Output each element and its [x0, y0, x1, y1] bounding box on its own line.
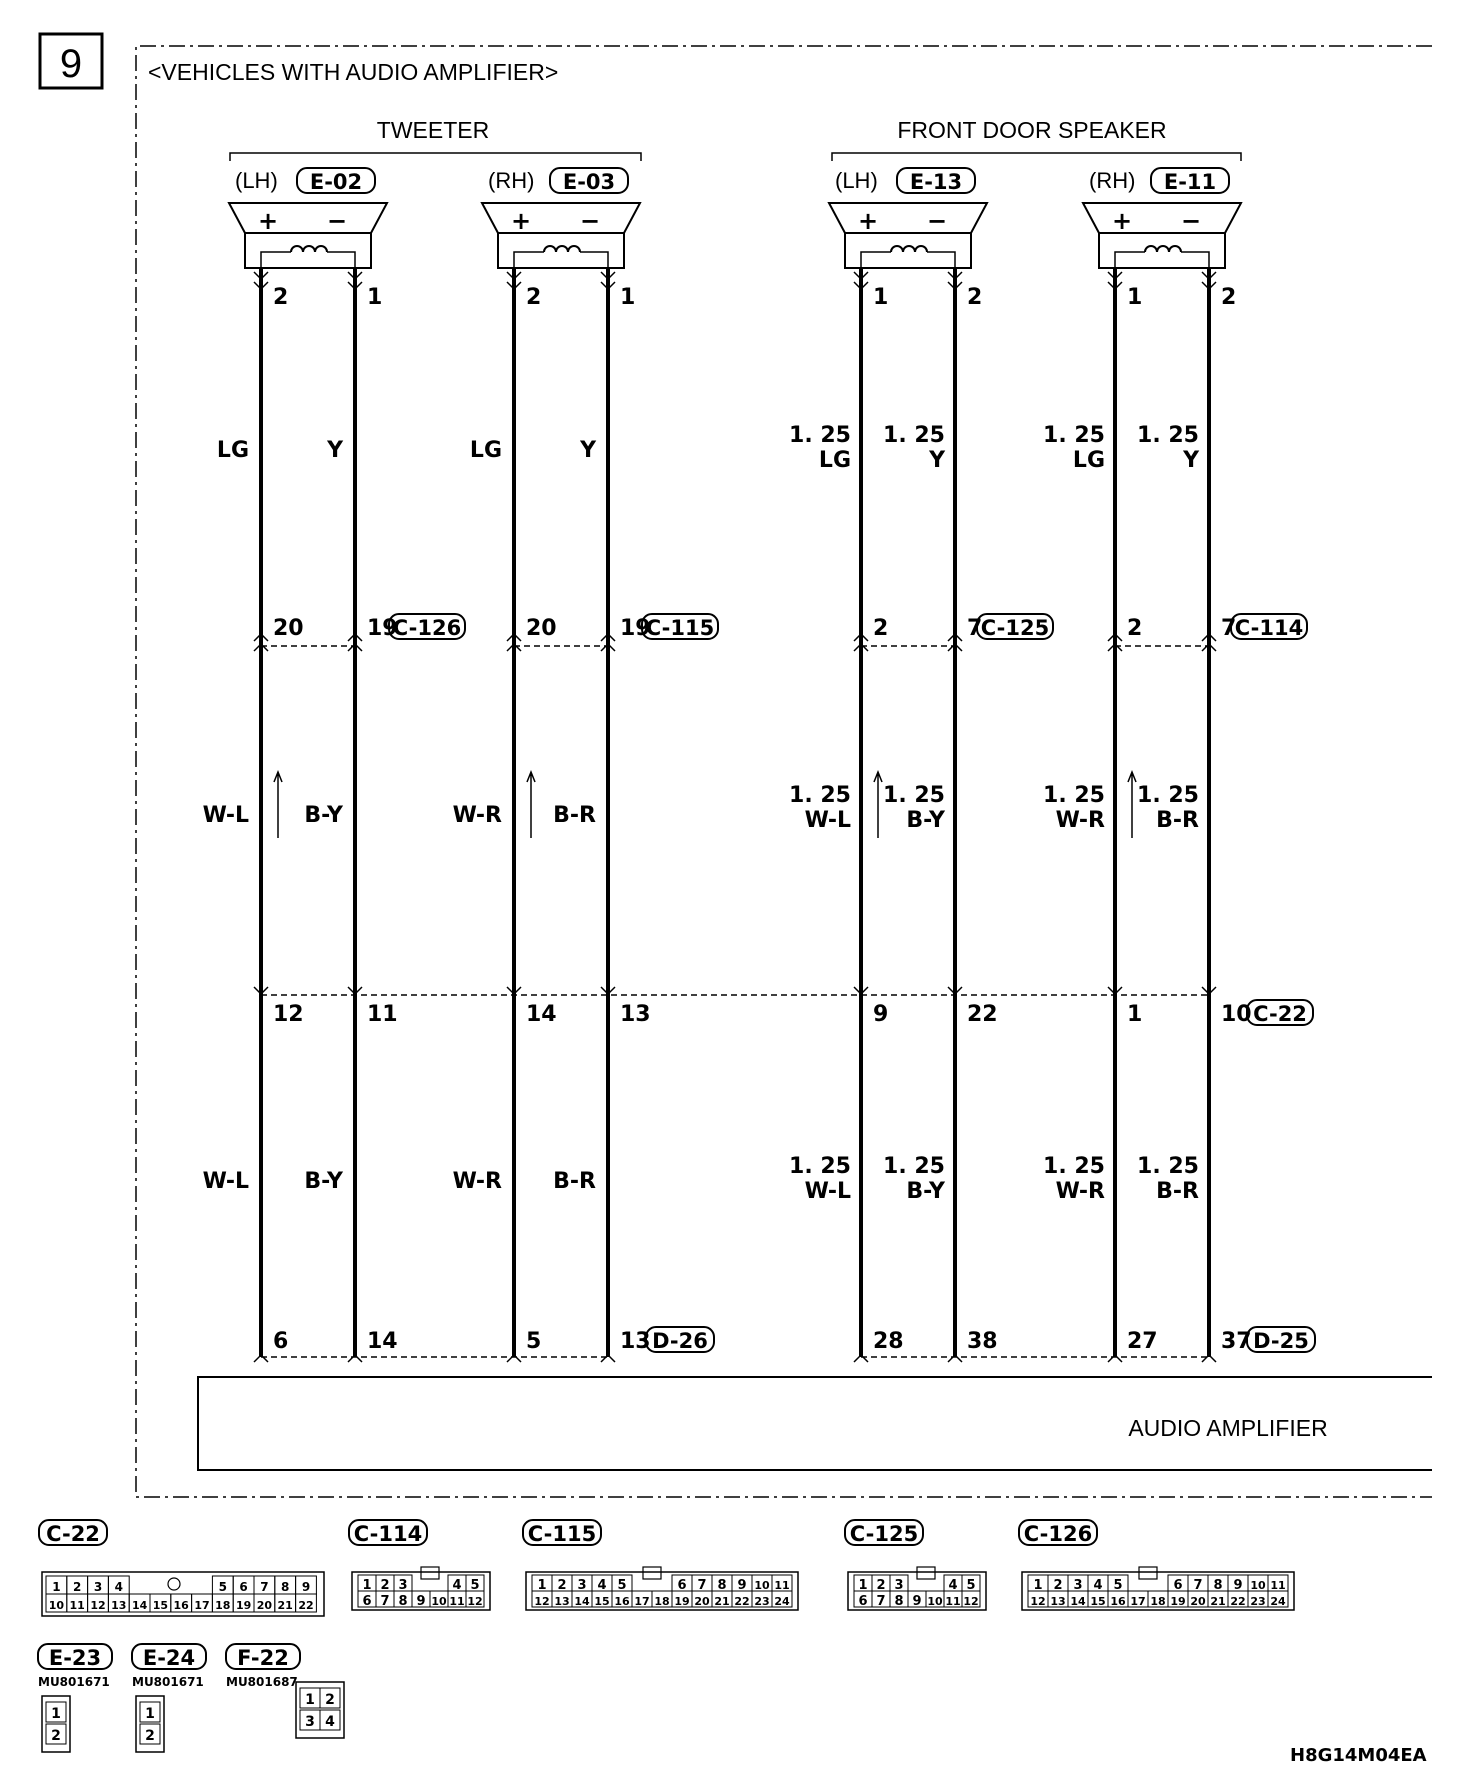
connector-pin-label: 2 — [557, 1578, 567, 1593]
wire-color: LG — [469, 438, 502, 463]
speaker-icon — [1083, 203, 1241, 233]
junction-connector-id: C-115 — [645, 616, 715, 640]
connector-pin-label: 7 — [697, 1578, 707, 1593]
speaker-plus-sign: + — [511, 207, 532, 235]
connector-pin-label: 10 — [927, 1595, 943, 1608]
connector-pin-label: 7 — [260, 1580, 269, 1594]
connector-diagram — [523, 1520, 798, 1610]
pin-number: 13 — [620, 1002, 651, 1027]
connector-pin-label: 2 — [1053, 1578, 1063, 1593]
speaker-coil-icon — [291, 246, 327, 252]
wire-color: B-R — [553, 803, 596, 828]
pin-number: 38 — [967, 1329, 998, 1354]
speaker-connector-id: E-11 — [1163, 170, 1217, 194]
wire-size: 1. 25 — [789, 1154, 851, 1179]
terminal-mark — [348, 1355, 362, 1362]
connector-pin-label: 2 — [325, 1692, 335, 1708]
connector-pin-label: 5 — [470, 1578, 480, 1593]
wire-size: 1. 25 — [789, 783, 851, 808]
connector-pin-label: 13 — [554, 1595, 570, 1608]
connector-pin-label: 7 — [876, 1594, 886, 1609]
connector-pin-label: 19 — [674, 1595, 690, 1608]
signal-arrow-icon — [527, 772, 535, 838]
connector-diagram — [845, 1520, 986, 1610]
connector-diagram-id: C-22 — [46, 1522, 100, 1546]
connector-pin-label: 8 — [1213, 1578, 1223, 1593]
terminal-mark — [507, 1355, 521, 1362]
wire-color: W-L — [804, 808, 851, 833]
wire-color: Y — [1183, 448, 1199, 473]
connector-pin-label: 15 — [152, 1599, 169, 1612]
connector-pin-label: 16 — [173, 1599, 189, 1612]
terminal-mark — [1202, 1355, 1216, 1362]
wire-color: Y — [327, 438, 343, 463]
audio-amplifier-label: AUDIO AMPLIFIER — [1128, 1415, 1328, 1441]
connector-part-number: MU801687 — [226, 1675, 298, 1689]
connector-key-icon — [643, 1567, 661, 1579]
speaker-side-label: (LH) — [835, 168, 878, 193]
connector-pin-label: 4 — [1093, 1578, 1103, 1593]
pin-number: 19 — [367, 616, 398, 641]
pin-number: 22 — [967, 1002, 998, 1027]
pin-number: 1 — [367, 285, 383, 310]
pin-number: 1 — [1127, 285, 1143, 310]
connector-pin-label: 9 — [737, 1578, 747, 1593]
pin-number: 2 — [1221, 285, 1237, 310]
connector-pin-label: 20 — [256, 1599, 273, 1612]
connector-pin-label: 3 — [398, 1578, 408, 1593]
connector-pin-label: 4 — [452, 1578, 462, 1593]
terminal-mark — [1108, 1355, 1122, 1362]
connector-key-icon — [421, 1567, 439, 1579]
connector-diagram-id: F-22 — [237, 1646, 289, 1670]
wire-size: 1. 25 — [1137, 423, 1199, 448]
junction-connector-id: C-126 — [392, 616, 462, 640]
connector-pin-label: 7 — [380, 1594, 390, 1609]
wire-size: 1. 25 — [1137, 1154, 1199, 1179]
connector-pin-label: 17 — [1130, 1595, 1146, 1608]
connector-pin-label: 9 — [1233, 1578, 1243, 1593]
connector-pin-label: 12 — [1030, 1595, 1046, 1608]
connector-pin-label: 4 — [325, 1714, 335, 1730]
speaker-minus-sign: − — [927, 207, 948, 235]
group-label-front-door-speaker: FRONT DOOR SPEAKER — [897, 117, 1167, 143]
connector-pin-label: 16 — [614, 1595, 630, 1608]
connector-diagram-id: C-114 — [353, 1522, 423, 1546]
pin-number: 14 — [526, 1002, 557, 1027]
connector-part-number: MU801671 — [38, 1675, 110, 1689]
pin-number: 1 — [873, 285, 889, 310]
pin-number: 13 — [620, 1329, 651, 1354]
connector-pin-label: 8 — [717, 1578, 727, 1593]
speaker-side-label: (RH) — [488, 168, 535, 193]
terminal-mark — [854, 1355, 868, 1362]
wire-size: 1. 25 — [789, 423, 851, 448]
variant-label: <VEHICLES WITH AUDIO AMPLIFIER> — [148, 59, 559, 85]
connector-pin-label: 21 — [277, 1599, 293, 1612]
pin-number: 5 — [526, 1329, 542, 1354]
connector-pin-label: 24 — [774, 1595, 790, 1608]
speaker-connector-id: E-02 — [309, 170, 363, 194]
connector-pin-label: 1 — [362, 1578, 372, 1593]
connector-pin-label: 2 — [145, 1728, 155, 1744]
wire-color: LG — [216, 438, 249, 463]
signal-arrow-icon — [1128, 772, 1136, 838]
connector-pin-label: 1 — [537, 1578, 547, 1593]
speaker-icon — [829, 203, 987, 233]
connector-pin-label: 11 — [945, 1595, 961, 1608]
speaker-coil-icon — [1145, 246, 1181, 252]
wire-size: 1. 25 — [883, 783, 945, 808]
connector-pin-label: 2 — [380, 1578, 390, 1593]
amplifier-connector-id: D-25 — [1253, 1329, 1309, 1353]
connector-diagram-id: C-115 — [527, 1522, 597, 1546]
speaker-icon — [482, 203, 640, 233]
speaker-coil-leads — [1115, 252, 1209, 268]
connector-pin-label: 4 — [948, 1578, 958, 1593]
connector-pin-label: 11 — [1270, 1579, 1286, 1592]
connector-pin-label: 6 — [677, 1578, 687, 1593]
connector-pin-label: 13 — [1050, 1595, 1066, 1608]
connector-pin-label: 17 — [634, 1595, 650, 1608]
speaker-side-label: (RH) — [1089, 168, 1136, 193]
pin-number: 20 — [273, 616, 304, 641]
connector-pin-label: 3 — [93, 1580, 103, 1594]
wire-color: Y — [929, 448, 945, 473]
junction-connector-id: C-22 — [1253, 1002, 1307, 1026]
connector-pin-label: 20 — [1190, 1595, 1206, 1608]
wire-color: W-R — [1055, 1179, 1105, 1204]
connector-pin-label: 9 — [301, 1580, 311, 1594]
wire-size: 1. 25 — [883, 1154, 945, 1179]
terminal-mark — [948, 1355, 962, 1362]
connector-pin-label: 5 — [1113, 1578, 1123, 1593]
connector-pin-label: 8 — [281, 1580, 290, 1594]
wire-size: 1. 25 — [1043, 783, 1105, 808]
terminal-mark — [254, 1355, 268, 1362]
sheet-number: 9 — [59, 42, 83, 86]
connector-pin-label: 1 — [52, 1580, 61, 1594]
wire-color: W-R — [1055, 808, 1105, 833]
pin-number: 28 — [873, 1329, 904, 1354]
speaker-coil-box — [845, 233, 971, 268]
wire-color: LG — [818, 448, 851, 473]
connector-pin-label: 12 — [467, 1595, 483, 1608]
wire-color: B-Y — [304, 1169, 343, 1194]
pin-number: 2 — [967, 285, 983, 310]
connector-pin-label: 10 — [48, 1599, 65, 1612]
variant-enclosure — [136, 46, 1432, 1497]
speaker-circuit — [789, 168, 1053, 1362]
speaker-minus-sign: − — [327, 207, 348, 235]
connector-pin-label: 12 — [534, 1595, 550, 1608]
connector-pin-label: 2 — [876, 1578, 886, 1593]
connector-pin-label: 21 — [714, 1595, 730, 1608]
connector-pin-label: 4 — [114, 1580, 123, 1594]
connector-pin-label: 15 — [1090, 1595, 1106, 1608]
connector-pin-label: 3 — [305, 1714, 315, 1730]
drawing-code: H8G14M04EA — [1290, 1745, 1427, 1766]
connector-pin-label: 12 — [90, 1599, 106, 1612]
connector-pin-label: 1 — [51, 1706, 61, 1722]
speaker-coil-box — [498, 233, 624, 268]
pin-number: 20 — [526, 616, 557, 641]
connector-pin-label: 23 — [1250, 1595, 1266, 1608]
connector-pin-label: 19 — [1170, 1595, 1186, 1608]
connector-pin-label: 11 — [774, 1579, 790, 1592]
connector-pin-label: 6 — [239, 1580, 248, 1594]
wire-size: 1. 25 — [1043, 423, 1105, 448]
speaker-circuit — [1043, 168, 1315, 1362]
pin-number: 6 — [273, 1329, 289, 1354]
speaker-plus-sign: + — [258, 207, 279, 235]
connector-pin-label: 18 — [215, 1599, 231, 1612]
connector-pin-label: 2 — [51, 1728, 61, 1744]
connector-pin-label: 24 — [1270, 1595, 1286, 1608]
speaker-minus-sign: − — [580, 207, 601, 235]
pin-number: 2 — [873, 616, 889, 641]
connector-pin-label: 8 — [398, 1594, 408, 1609]
group-brace-front-door — [832, 153, 1241, 161]
group-label-tweeter: TWEETER — [376, 117, 490, 143]
speaker-coil-leads — [261, 252, 355, 268]
speaker-circuit — [453, 168, 718, 1362]
connector-pin-label: 12 — [963, 1595, 979, 1608]
signal-arrow-icon — [874, 772, 882, 838]
wire-color: LG — [1072, 448, 1105, 473]
pin-number: 2 — [1127, 616, 1143, 641]
connector-pin-label: 1 — [305, 1692, 315, 1708]
connector-diagram — [39, 1520, 324, 1616]
speaker-connector-id: E-13 — [909, 170, 963, 194]
wire-size: 1. 25 — [1137, 783, 1199, 808]
speaker-coil-leads — [514, 252, 608, 268]
speaker-coil-leads — [861, 252, 955, 268]
connector-key-icon — [168, 1578, 180, 1590]
wire-size: 1. 25 — [883, 423, 945, 448]
connector-pin-label: 16 — [1110, 1595, 1126, 1608]
connector-pin-label: 14 — [1070, 1595, 1086, 1608]
connector-pin-label: 3 — [1073, 1578, 1083, 1593]
connector-pin-label: 19 — [235, 1599, 252, 1612]
speaker-plus-sign: + — [1112, 207, 1133, 235]
junction-connector-id: C-125 — [980, 616, 1050, 640]
pin-number: 19 — [620, 616, 651, 641]
terminal-mark — [601, 1355, 615, 1362]
wire-color: W-R — [452, 1169, 502, 1194]
connector-diagram-id: C-125 — [849, 1522, 919, 1546]
connector-pin-label: 5 — [617, 1578, 627, 1593]
speaker-coil-box — [1099, 233, 1225, 268]
wire-color: B-Y — [906, 1179, 945, 1204]
speaker-icon — [229, 203, 387, 233]
wire-color: B-Y — [304, 803, 343, 828]
wire-color: Y — [580, 438, 596, 463]
pin-number: 2 — [273, 285, 289, 310]
connector-pin-label: 2 — [73, 1580, 82, 1594]
connector-pin-label: 15 — [594, 1595, 610, 1608]
wire-color: W-L — [804, 1179, 851, 1204]
pin-number: 2 — [526, 285, 542, 310]
connector-pin-label: 11 — [69, 1599, 85, 1612]
connector-pin-label: 5 — [966, 1578, 976, 1593]
pin-number: 7 — [1221, 616, 1237, 641]
connector-diagram-id: E-24 — [142, 1646, 196, 1670]
junction-lines — [261, 646, 1209, 1357]
connector-pin-label: 13 — [111, 1599, 127, 1612]
connector-pin-label: 6 — [858, 1594, 868, 1609]
connector-pin-label: 18 — [1150, 1595, 1166, 1608]
wire-color: W-L — [202, 803, 249, 828]
speaker-connector-id: E-03 — [562, 170, 616, 194]
junction-connector-id: C-114 — [1234, 616, 1304, 640]
connector-diagram-id: C-126 — [1023, 1522, 1093, 1546]
connector-pin-label: 10 — [431, 1595, 447, 1608]
connector-pin-label: 8 — [894, 1594, 904, 1609]
connector-pin-label: 1 — [858, 1578, 868, 1593]
wire-color: B-Y — [906, 808, 945, 833]
connector-pin-label: 5 — [218, 1580, 227, 1594]
wire-size: 1. 25 — [1043, 1154, 1105, 1179]
connector-pin-label: 4 — [597, 1578, 607, 1593]
connector-pin-label: 22 — [734, 1595, 750, 1608]
connector-key-icon — [917, 1567, 935, 1579]
signal-arrow-icon — [274, 772, 282, 838]
speaker-coil-box — [245, 233, 371, 268]
pin-number: 37 — [1221, 1329, 1252, 1354]
wire-color: B-R — [1156, 808, 1199, 833]
group-brace-tweeter — [230, 153, 641, 161]
connector-pin-label: 7 — [1193, 1578, 1203, 1593]
connector-diagram-id: E-23 — [48, 1646, 102, 1670]
connector-pin-label: 22 — [1230, 1595, 1246, 1608]
pin-number: 12 — [273, 1002, 304, 1027]
connector-diagram — [38, 1644, 112, 1752]
connector-pin-label: 9 — [912, 1594, 922, 1609]
wire-color: B-R — [1156, 1179, 1199, 1204]
pin-number: 10 — [1221, 1002, 1252, 1027]
wire-color: B-R — [553, 1169, 596, 1194]
pin-number: 7 — [967, 616, 983, 641]
speaker-side-label: (LH) — [235, 168, 278, 193]
connector-key-icon — [1139, 1567, 1157, 1579]
amplifier-connector-id: D-26 — [652, 1329, 708, 1353]
connector-diagram — [132, 1644, 206, 1752]
connector-part-number: MU801671 — [132, 1675, 204, 1689]
connector-diagram — [1019, 1520, 1294, 1610]
speaker-coil-icon — [891, 246, 927, 252]
pin-number: 27 — [1127, 1329, 1158, 1354]
speaker-circuit — [203, 168, 465, 1362]
connector-pin-label: 6 — [362, 1594, 372, 1609]
pin-number: 1 — [620, 285, 636, 310]
connector-pin-label: 17 — [194, 1599, 210, 1612]
pin-number: 14 — [367, 1329, 398, 1354]
connector-pin-label: 6 — [1173, 1578, 1183, 1593]
connector-pin-label: 3 — [894, 1578, 904, 1593]
connector-pin-label: 21 — [1210, 1595, 1226, 1608]
connector-pin-label: 10 — [1250, 1579, 1266, 1592]
wire-color: W-R — [452, 803, 502, 828]
pin-number: 11 — [367, 1002, 398, 1027]
connector-pin-label: 1 — [145, 1706, 155, 1722]
pin-number: 1 — [1127, 1002, 1143, 1027]
speaker-minus-sign: − — [1181, 207, 1202, 235]
speaker-plus-sign: + — [858, 207, 879, 235]
connector-pin-label: 20 — [694, 1595, 710, 1608]
connector-pin-label: 14 — [574, 1595, 590, 1608]
connector-pin-label: 3 — [577, 1578, 587, 1593]
connector-pin-label: 14 — [131, 1599, 148, 1612]
pin-number: 9 — [873, 1002, 889, 1027]
connector-pin-label: 10 — [754, 1579, 770, 1592]
connector-pin-label: 18 — [654, 1595, 670, 1608]
connector-pin-label: 11 — [449, 1595, 465, 1608]
connector-pin-label: 1 — [1033, 1578, 1043, 1593]
connector-pin-label: 9 — [416, 1594, 426, 1609]
connector-diagram — [226, 1644, 344, 1738]
wire-color: W-L — [202, 1169, 249, 1194]
speaker-coil-icon — [544, 246, 580, 252]
connector-pin-label: 23 — [754, 1595, 770, 1608]
connector-pin-label: 22 — [298, 1599, 314, 1612]
connector-diagram — [349, 1520, 490, 1610]
